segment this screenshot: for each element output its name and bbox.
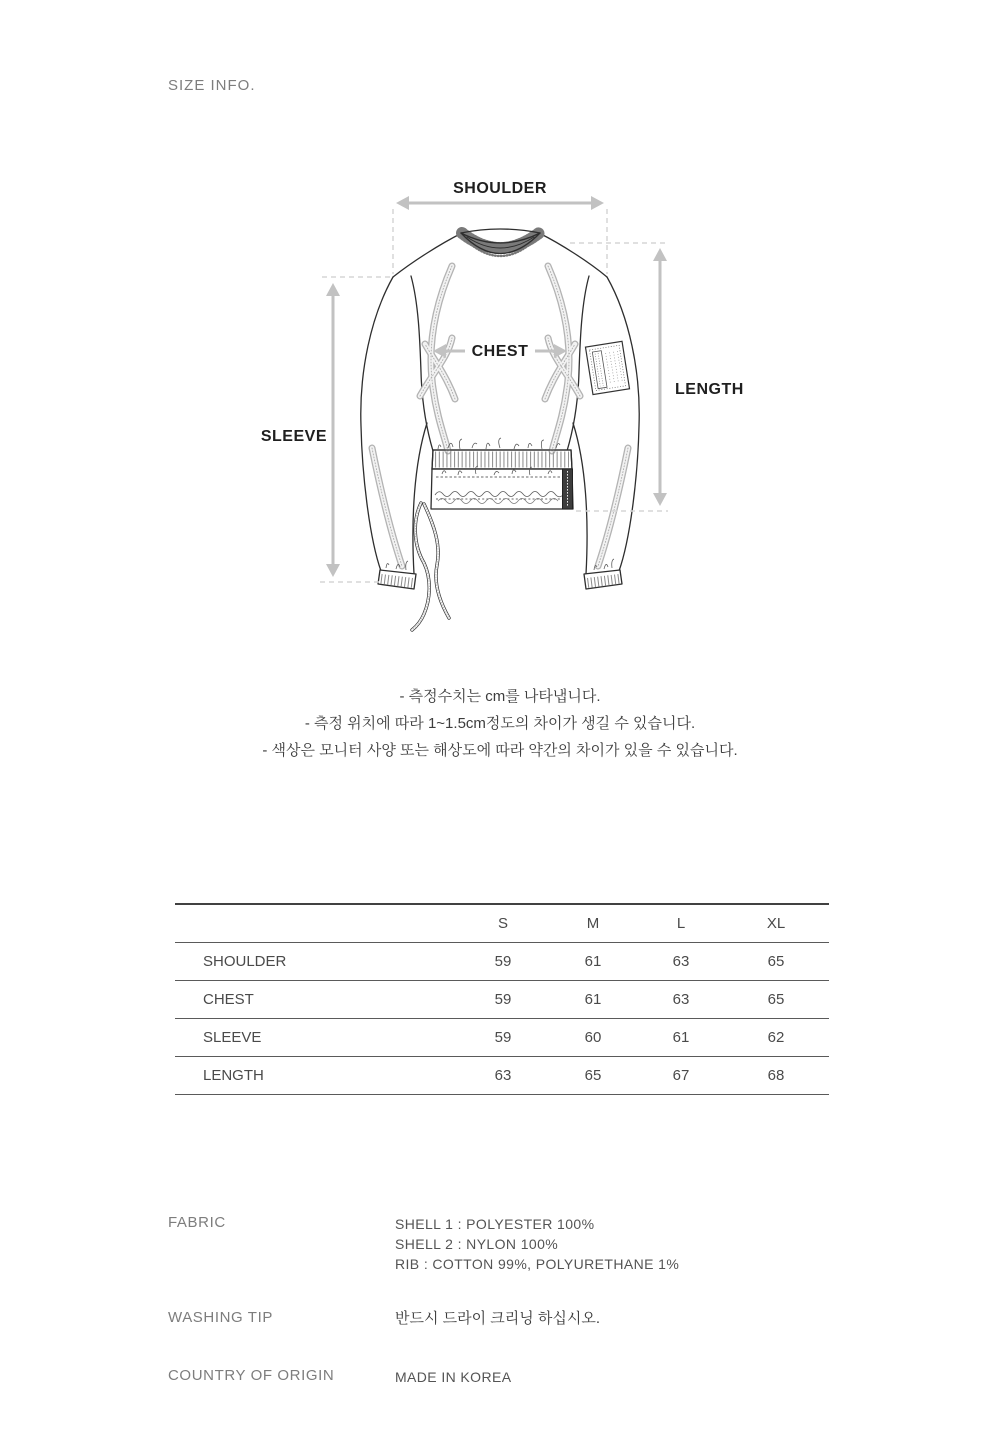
table-row-chest (175, 980, 829, 1018)
drawstring (412, 503, 449, 630)
country-of-origin-label: COUNTRY OF ORIGIN (168, 1367, 335, 1384)
note-line: - 측정 위치에 따라 1~1.5cm정도의 차이가 생길 수 있습니다. (304, 715, 696, 732)
sleeve-label: SLEEVE (260, 428, 327, 445)
row-label: SLEEVE (203, 1028, 262, 1046)
size-col-m: M (586, 914, 600, 932)
fabric-line: SHELL 2 : NYLON 100% (395, 1236, 559, 1252)
cell-value: 65 (584, 1066, 602, 1084)
note-line: - 색상은 모니터 사양 또는 해상도에 따라 약간의 차이가 있을 수 있습니다. (262, 742, 738, 759)
rib-texture (381, 450, 619, 583)
seam-tapes (372, 266, 628, 566)
fabric-value (395, 1214, 679, 1274)
cell-value: 62 (767, 1028, 785, 1046)
cell-value: 61 (584, 952, 602, 970)
cell-value: 61 (672, 1028, 690, 1046)
garment-diagram (0, 0, 1000, 680)
hem-zipper-strip (563, 469, 573, 509)
collar (461, 229, 540, 256)
detail-row-washing-tip (168, 1309, 600, 1329)
chest-label: CHEST (471, 343, 529, 360)
garment-outline (361, 233, 639, 589)
cell-value: 59 (494, 1028, 512, 1046)
size-table (175, 903, 829, 1095)
cell-value: 65 (767, 990, 785, 1008)
cell-value: 65 (767, 952, 785, 970)
measurement-guides (320, 209, 668, 582)
row-label: SHOULDER (203, 952, 287, 970)
shoulder-label: SHOULDER (453, 180, 547, 197)
row-label: CHEST (203, 990, 254, 1008)
row-label: LENGTH (203, 1066, 264, 1084)
size-table-header-row (175, 904, 829, 942)
cell-value: 63 (672, 990, 690, 1008)
hem-stitching (435, 477, 568, 504)
sleeve-patch (585, 341, 629, 394)
detail-row-fabric (168, 1214, 679, 1274)
cell-value: 59 (494, 990, 512, 1008)
cell-value: 63 (672, 952, 690, 970)
cell-value: 67 (672, 1066, 690, 1084)
measurement-notes (0, 683, 1000, 764)
washing-tip-label: WASHING TIP (168, 1309, 273, 1326)
page-title: SIZE INFO. (168, 77, 256, 94)
detail-row-country-of-origin (168, 1367, 511, 1387)
cell-value: 60 (584, 1028, 602, 1046)
note-line: - 측정수치는 cm를 나타냅니다. (399, 688, 601, 705)
fray-tufts (386, 438, 614, 570)
table-row-sleeve (175, 1018, 829, 1056)
fabric-label: FABRIC (168, 1214, 226, 1231)
washing-tip-value: 반드시 드라이 크리닝 하십시오. (395, 1310, 601, 1327)
cell-value: 63 (494, 1066, 512, 1084)
size-table-corner-cell (175, 904, 459, 942)
cell-value: 61 (584, 990, 602, 1008)
measurement-arrows (326, 196, 667, 577)
cell-value: 59 (494, 952, 512, 970)
size-col-s: S (497, 914, 508, 932)
country-of-origin-value: MADE IN KOREA (395, 1369, 512, 1385)
fabric-line: RIB : COTTON 99%, POLYURETHANE 1% (395, 1256, 680, 1272)
size-col-l: L (676, 914, 686, 932)
size-col-xl: XL (766, 914, 786, 932)
fabric-line: SHELL 1 : POLYESTER 100% (395, 1216, 595, 1232)
table-row-length (175, 1056, 829, 1094)
table-row-shoulder (175, 942, 829, 980)
length-label: LENGTH (675, 381, 744, 398)
cell-value: 68 (767, 1066, 785, 1084)
